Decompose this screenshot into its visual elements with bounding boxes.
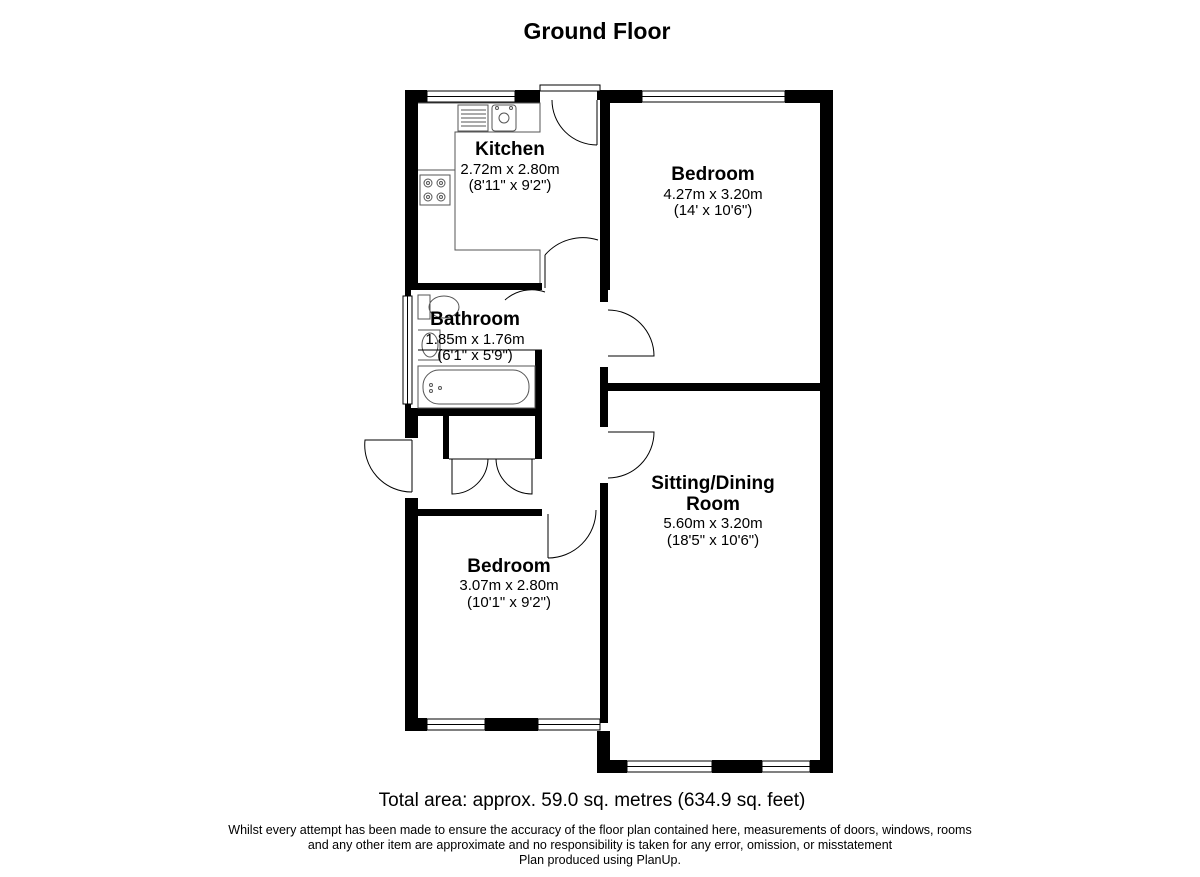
wall-top-kitchen-right (515, 90, 540, 103)
room-bedroom-2 (459, 556, 558, 611)
wall-right-outer (820, 90, 833, 773)
room-dim-imperial: (10'1" x 9'2") (467, 594, 551, 611)
wall-hall-right-d (600, 513, 608, 723)
room-name: Bedroom (671, 164, 755, 185)
door-bedroom2 (548, 510, 596, 558)
room-name: Bedroom (467, 556, 551, 577)
room-dim-imperial: (18'5" x 10'6") (666, 532, 760, 549)
door-front-entrance (365, 440, 412, 492)
disclaimer-line-1: Whilst every attempt has been made to ensure the accuracy of the floor plan contained here, measurements of doors, windows, rooms (228, 823, 972, 837)
wall-kitchen-bedroom-divider (600, 100, 610, 290)
room-dim-imperial: (8'11" x 9'2") (468, 177, 552, 194)
wall-hall-right-b (600, 367, 608, 427)
room-dim-metric: 2.72m x 2.80m (460, 161, 560, 178)
wall-bottom-sitting-b (712, 760, 762, 773)
door-cupboard (452, 459, 532, 494)
wall-top-kitchen-left (405, 90, 427, 103)
wall-bedroom2-top (405, 509, 542, 516)
wall-bathroom-right (535, 350, 542, 410)
room-name-line2: Room (686, 494, 740, 515)
room-kitchen (460, 139, 559, 194)
wall-left-lower (405, 498, 418, 731)
door-bedroom1 (608, 310, 654, 356)
disclaimer-line-2: and any other item are approximate and no responsibility is taken for any error, omission, or misstatement (307, 838, 893, 852)
room-dim-metric: 5.60m x 3.20m (663, 515, 763, 532)
wall-bottom-bedroom2-left (405, 718, 427, 731)
door-kitchen-hall (545, 238, 598, 288)
planup-credit: Plan produced using PlanUp. (519, 853, 681, 867)
bathroom-bath-icon (418, 366, 535, 408)
floor-title: Ground Floor (523, 18, 671, 44)
room-dim-imperial: (14' x 10'6") (673, 202, 753, 219)
door-bathroom (505, 290, 545, 300)
wall-bathroom-bottom (405, 408, 542, 416)
wall-cupboard-left (443, 415, 449, 459)
room-dim-metric: 3.07m x 2.80m (459, 577, 559, 594)
kitchen-sink-icon (458, 105, 516, 131)
door-kitchen-external (540, 85, 600, 145)
wall-bottom-sitting-a (597, 760, 627, 773)
total-area: Total area: approx. 59.0 sq. metres (634.9 sq. feet) (378, 790, 806, 811)
wall-bottom-sitting-c (810, 760, 833, 773)
room-dim-metric: 4.27m x 3.20m (663, 186, 763, 203)
wall-left-upper (405, 90, 418, 290)
wall-hall-right-c (600, 483, 608, 513)
room-bathroom (425, 309, 524, 364)
wall-hall-right-a (600, 290, 608, 302)
room-dim-imperial: (6'1" x 5'9") (437, 347, 513, 364)
room-dim-metric: 1.85m x 1.76m (425, 331, 525, 348)
room-name: Bathroom (430, 309, 520, 330)
room-bedroom-1 (663, 164, 762, 219)
wall-kitchen-bottom (405, 283, 542, 290)
wall-bedroom1-sitting-divider (600, 383, 833, 391)
wall-cupboard-right (535, 415, 542, 459)
kitchen-hob-icon (420, 175, 450, 205)
wall-top-bedroom1-left (600, 90, 642, 103)
door-sitting-room (608, 432, 654, 478)
room-name-line1: Sitting/Dining (651, 473, 775, 494)
room-name: Kitchen (475, 139, 545, 160)
wall-bottom-bedroom2-mid (485, 718, 538, 731)
room-sitting-dining (651, 473, 774, 549)
